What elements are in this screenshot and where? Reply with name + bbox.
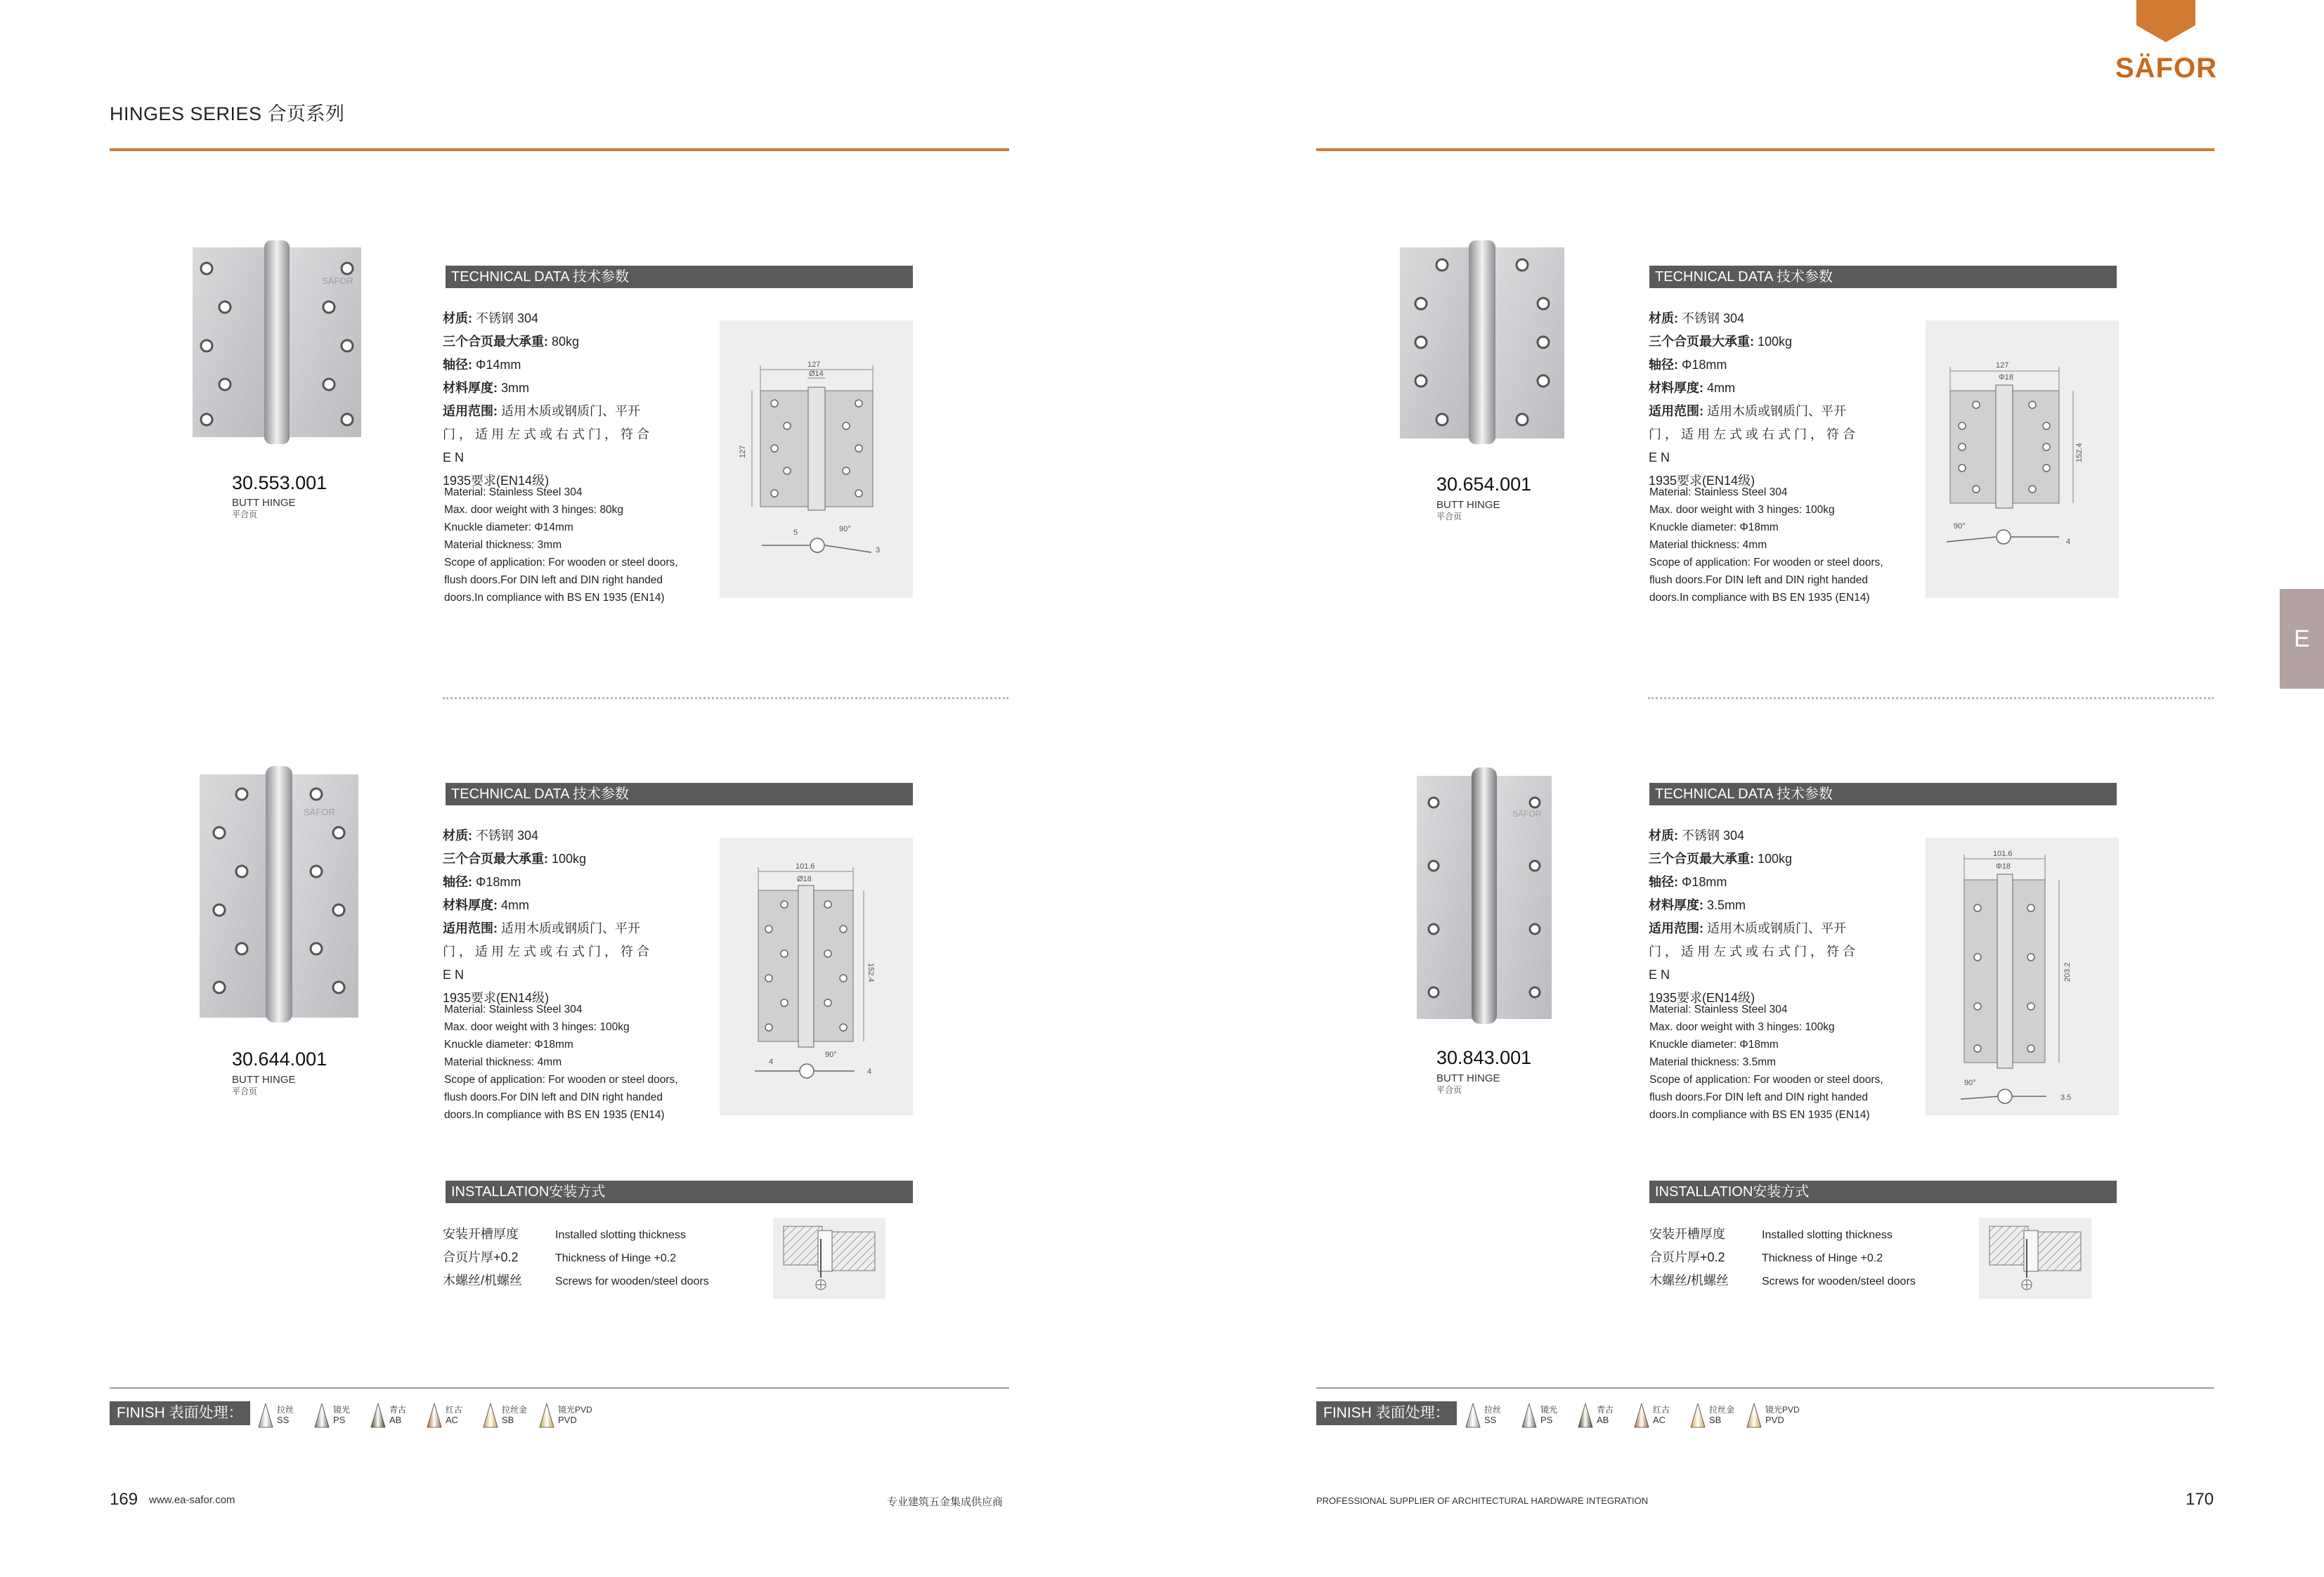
hinge-photo — [1415, 767, 1553, 1024]
dim-angle: 90° — [1954, 522, 1966, 531]
hinge-photo — [1398, 240, 1567, 444]
product-type: BUTT HINGE 平合页 — [232, 1074, 296, 1096]
finish-item — [1465, 1403, 1521, 1432]
dim-width: 127 — [807, 361, 821, 369]
finish-code: SS — [1484, 1415, 1497, 1425]
page-number-right: 170 — [2186, 1490, 2214, 1509]
installation-diagram — [773, 1218, 885, 1299]
dim-height: 152.4 — [2075, 443, 2084, 462]
dim-angle: 90° — [825, 1051, 837, 1059]
installation-diagram — [1979, 1218, 2091, 1299]
spec-en: Material: Stainless Steel 304 Max. door weight with 3 hinges: 80kg Knuckle diameter: Φ14mm Material thickness: 3mm Scope of application: For wooden or steel doors, flush doors.For DIN left and DIN right handed doors.In compliance with BS EN 1935 (EN14) — [444, 486, 678, 604]
install-row: 木螺丝/机螺丝 Screws for wooden/steel doors — [443, 1273, 709, 1287]
finish-item — [370, 1403, 426, 1432]
section-tab[interactable]: E — [2280, 589, 2324, 689]
dim-width: 127 — [1996, 361, 2009, 370]
technical-drawing — [1926, 838, 2119, 1115]
finish-cn: 拉丝 — [1484, 1405, 1502, 1415]
hinge-photo — [188, 240, 365, 444]
dim-diameter: Φ18 — [1996, 862, 2011, 871]
product-type: BUTT HINGE 平合页 — [1436, 499, 1500, 521]
spec-cn: 材质: 不锈钢 304 三个合页最大承重: 100kg 轴径: Φ18mm 材料厚度: 4mm 适用范围: 适用木质或钢质门、平开 门，适用左式或右式门，符合EN 1935要求(EN14级) — [443, 829, 653, 1005]
finish-cn: 青古 — [1597, 1405, 1614, 1415]
finish-cone-icon — [1746, 1403, 1763, 1429]
spec-cn: 材质: 不锈钢 304 三个合页最大承重: 100kg 轴径: Φ18mm 材料厚度: 4mm 适用范围: 适用木质或钢质门、平开 门，适用左式或右式门，符合EN 1935要求(EN14级) — [1649, 311, 1859, 488]
finish-cone-icon — [482, 1403, 499, 1429]
dim-diameter: Φ18 — [1999, 373, 2014, 382]
dim-thickness: 4 — [2066, 538, 2071, 546]
product-type: BUTT HINGE 平合页 — [232, 497, 296, 519]
finish-code: SB — [1709, 1415, 1722, 1425]
finish-rule-left — [110, 1387, 1009, 1389]
brand-logo-text: SÄFOR — [2115, 53, 2217, 84]
dim-height: 152.4 — [866, 963, 875, 982]
finish-item — [1633, 1403, 1689, 1432]
dim-angle: 90° — [839, 525, 851, 533]
finish-cone-icon — [1689, 1403, 1706, 1429]
finish-code: PVD — [1765, 1415, 1784, 1425]
finish-code: PS — [333, 1415, 346, 1425]
finish-item — [313, 1403, 370, 1432]
dim-thickness: 4 — [867, 1067, 872, 1076]
finish-label: FINISH 表面处理： — [1316, 1401, 1457, 1425]
finish-code: SB — [502, 1415, 514, 1425]
tech-data-header: TECHNICAL DATA 技术参数 — [1649, 783, 2117, 805]
page-number-left: 169 — [110, 1490, 138, 1509]
finish-code: SS — [277, 1415, 290, 1425]
installation-header: INSTALLATION安装方式 — [1649, 1181, 2117, 1203]
finish-item — [1577, 1403, 1633, 1432]
installation-header: INSTALLATION安装方式 — [446, 1181, 913, 1203]
finish-cone-icon — [370, 1403, 387, 1429]
finish-item — [482, 1403, 538, 1432]
finish-cn: 镜光 — [1540, 1405, 1558, 1415]
dim-width: 101.6 — [796, 862, 815, 871]
finish-item — [257, 1403, 313, 1432]
dim-offset: 5 — [793, 528, 798, 537]
dim-height: 203.2 — [2063, 962, 2072, 982]
finish-cn: 拉丝金 — [1709, 1405, 1735, 1415]
series-title: HINGES SERIES 合页系列 — [110, 103, 345, 124]
model-number: 30.644.001 — [232, 1049, 327, 1070]
dim-offset: 4 — [769, 1058, 774, 1066]
photo-stamp: SÄFOR — [322, 275, 353, 286]
cn-slogan: 专业建筑五金集成供应商 — [887, 1496, 1004, 1508]
finish-cn: 红古 — [446, 1405, 463, 1415]
finish-cone-icon — [1465, 1403, 1481, 1429]
website-link[interactable]: www.ea-safor.com — [149, 1494, 235, 1506]
finish-cone-icon — [313, 1403, 330, 1429]
header-rule-right — [1316, 148, 2214, 151]
spec-en: Material: Stainless Steel 304 Max. door weight with 3 hinges: 100kg Knuckle diameter: Φ18mm Material thickness: 3.5mm Scope of application: For wooden or steel doors, flush doors.For DIN left and DIN right handed doors.In compliance with BS EN 1935 (EN14) — [1649, 1004, 1883, 1121]
spec-cn: 材质: 不锈钢 304 三个合页最大承重: 100kg 轴径: Φ18mm 材料厚度: 3.5mm 适用范围: 适用木质或钢质门、平开 门，适用左式或右式门，符合EN 1935要求(EN14级) — [1649, 829, 1859, 1005]
dim-diameter: Ø18 — [797, 875, 812, 883]
install-row: 安装开槽厚度 Installed slotting thickness — [1649, 1227, 1893, 1241]
photo-stamp: SÄFOR — [304, 807, 335, 817]
finish-cone-icon — [1633, 1403, 1650, 1429]
technical-drawing — [720, 838, 913, 1115]
model-number: 30.553.001 — [232, 472, 327, 493]
finish-item — [426, 1403, 482, 1432]
hinge-photo — [198, 766, 360, 1023]
technical-drawing — [720, 320, 913, 598]
finish-item — [1689, 1403, 1746, 1432]
spec-en: Material: Stainless Steel 304 Max. door weight with 3 hinges: 100kg Knuckle diameter: Φ18mm Material thickness: 4mm Scope of application: For wooden or steel doors, flush doors.For DIN left and DIN right handed doors.In compliance with BS EN 1935 (EN14) — [1649, 486, 1883, 604]
dim-thickness: 3 — [876, 546, 881, 554]
model-number: 30.654.001 — [1436, 474, 1532, 495]
finish-code: AB — [1597, 1415, 1609, 1425]
tech-data-header: TECHNICAL DATA 技术参数 — [1649, 266, 2117, 288]
section-divider-right — [1648, 697, 2214, 699]
dim-width: 101.6 — [1993, 850, 2013, 858]
finish-cone-icon — [1521, 1403, 1538, 1429]
finish-item — [538, 1403, 595, 1432]
finish-code: PVD — [558, 1415, 577, 1425]
finish-code: AC — [1653, 1415, 1666, 1425]
photo-stamp: SÄFOR — [1512, 809, 1542, 819]
section-divider-left — [443, 697, 1008, 699]
finish-cn: 拉丝 — [277, 1405, 294, 1415]
header-rule-left — [110, 148, 1009, 151]
finish-item — [1521, 1403, 1577, 1432]
install-row: 合页片厚+0.2 Thickness of Hinge +0.2 — [443, 1250, 677, 1264]
dim-angle: 90° — [1964, 1079, 1976, 1087]
finish-cone-icon — [426, 1403, 443, 1429]
finish-code: AC — [446, 1415, 459, 1425]
finish-cn: 镜光PVD — [1765, 1405, 1800, 1415]
en-slogan: PROFESSIONAL SUPPLIER OF ARCHITECTURAL HARDWARE INTEGRATION — [1316, 1495, 1649, 1506]
finish-cone-icon — [257, 1403, 274, 1429]
finish-code: PS — [1540, 1415, 1553, 1425]
install-row: 安装开槽厚度 Installed slotting thickness — [443, 1227, 686, 1241]
finish-rule-right — [1316, 1387, 2214, 1389]
technical-drawing — [1926, 320, 2119, 598]
finish-cn: 镜光 — [333, 1405, 351, 1415]
finish-cone-icon — [1577, 1403, 1594, 1429]
dim-diameter: Ø14 — [809, 370, 824, 378]
model-number: 30.843.001 — [1436, 1047, 1532, 1068]
finish-item — [1746, 1403, 1802, 1432]
dim-height: 127 — [739, 445, 747, 458]
install-row: 合页片厚+0.2 Thickness of Hinge +0.2 — [1649, 1250, 1883, 1264]
product-type: BUTT HINGE 平合页 — [1436, 1072, 1500, 1095]
finish-code: AB — [389, 1415, 402, 1425]
install-row: 木螺丝/机螺丝 Screws for wooden/steel doors — [1649, 1273, 1916, 1287]
tech-data-header: TECHNICAL DATA 技术参数 — [446, 783, 913, 805]
finish-cn: 拉丝金 — [502, 1405, 528, 1415]
spec-cn: 材质: 不锈钢 304 三个合页最大承重: 80kg 轴径: Φ14mm 材料厚度: 3mm 适用范围: 适用木质或钢质门、平开 门，适用左式或右式门，符合EN 1935要求(EN14级) — [443, 311, 653, 488]
brand-logo-icon — [2136, 0, 2195, 42]
tech-data-header: TECHNICAL DATA 技术参数 — [446, 266, 913, 288]
finish-cone-icon — [538, 1403, 555, 1429]
spec-en: Material: Stainless Steel 304 Max. door weight with 3 hinges: 100kg Knuckle diameter: Φ18mm Material thickness: 4mm Scope of application: For wooden or steel doors, flush doors.For DIN left and DIN right handed doors.In compliance with BS EN 1935 (EN14) — [444, 1004, 678, 1121]
finish-cn: 红古 — [1653, 1405, 1670, 1415]
finish-cn: 青古 — [389, 1405, 407, 1415]
finish-cn: 镜光PVD — [558, 1405, 592, 1415]
finish-label: FINISH 表面处理： — [110, 1401, 250, 1425]
dim-thickness: 3.5 — [2060, 1093, 2072, 1102]
